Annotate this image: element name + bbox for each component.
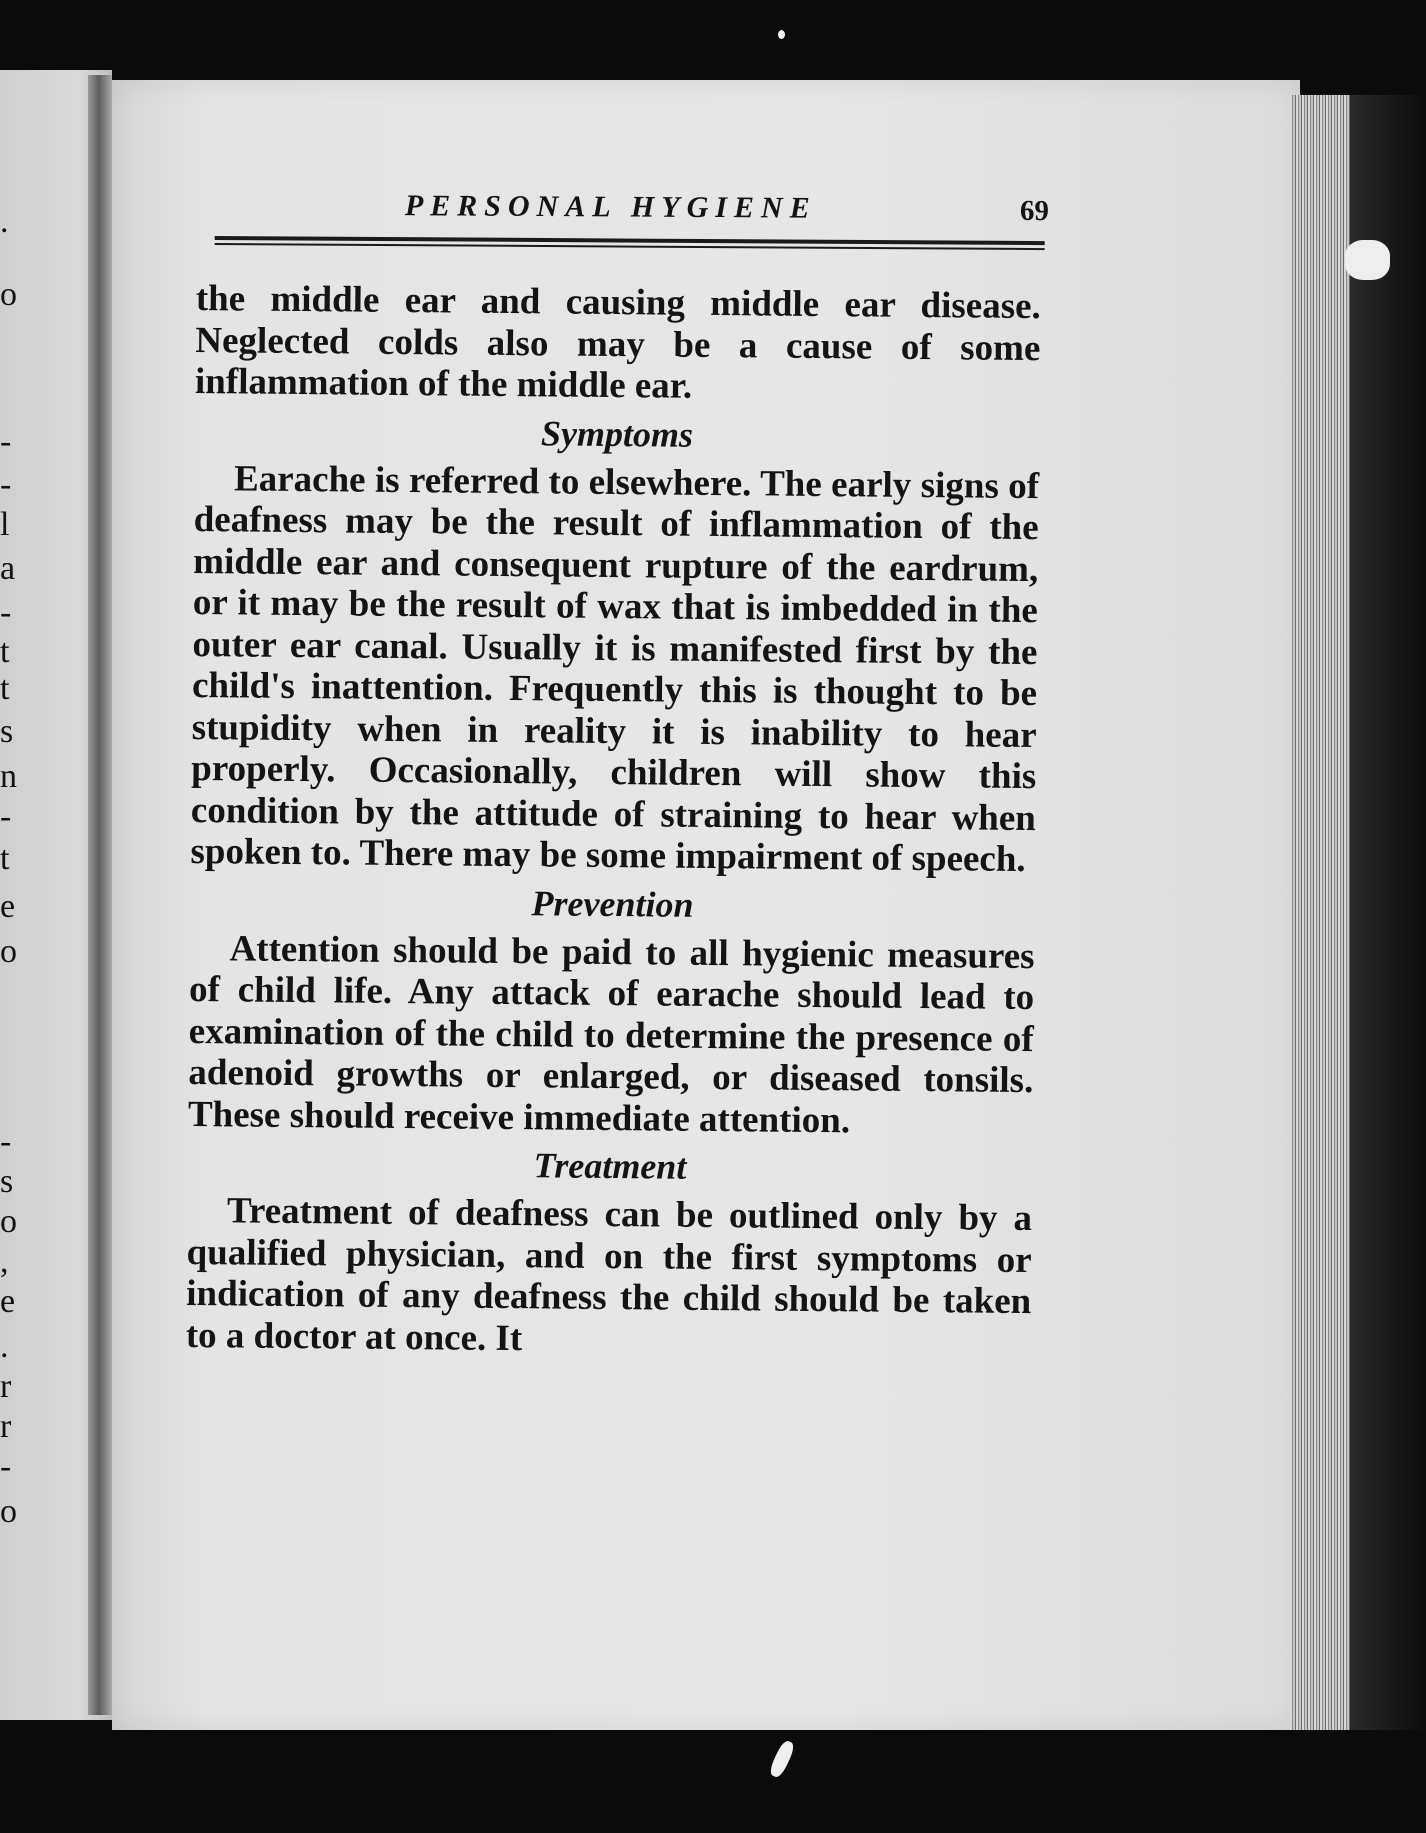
section-heading-prevention: Prevention — [531, 882, 694, 925]
facing-page-fragment: a — [0, 550, 16, 587]
facing-page-fragment: t — [0, 840, 10, 877]
facing-page-fragment: r — [0, 1408, 12, 1445]
facing-page-fragment: s — [0, 713, 14, 750]
facing-page-fragment: - — [0, 1448, 12, 1485]
opening-paragraph: the middle ear and causing middle ear disease. Neglected colds also may be a cause of some inflammation of the middle ear. — [194, 278, 1041, 407]
section-heading-symptoms: Symptoms — [540, 412, 694, 455]
facing-page-fragment: o — [0, 933, 17, 970]
section-paragraph-symptoms: Earache is referred to elsewhere. The early signs of deafness may be the result of inflammation of the middle ear and consequent rupture of the eardrum, or it may be the result of wax that is imbedded in the outer ear canal. Usually it is manifested first by the child's inattention. Frequently this is thought to be stupidity when in reality it is inability to hear properly. Occasionally, children will show this condition by the attitude of straining to hear when spoken to. There may be some impairment of speech. — [190, 457, 1040, 880]
facing-page-fragment: - — [0, 594, 12, 631]
facing-page-fragment: . — [0, 1328, 9, 1365]
facing-page-fragment: o — [0, 1203, 17, 1240]
facing-page-fragment: s — [0, 1163, 14, 1200]
facing-page-fragment: l — [0, 506, 10, 543]
scan-speck — [778, 30, 785, 39]
book-gutter — [88, 75, 112, 1715]
page-body — [186, 278, 1041, 1364]
facing-page-fragment: - — [0, 423, 12, 460]
facing-page-fragment: t — [0, 670, 10, 707]
section-paragraph-prevention: Attention should be paid to all hygienic measures of child life. Any attack of earache should lead to examination of the child to determine the presence of adenoid growths or enlarged, or diseased tonsils. These should receive immediate attention. — [187, 927, 1035, 1141]
page-number: 69 — [1019, 194, 1049, 228]
running-header — [215, 188, 1049, 243]
bottom-background — [0, 1730, 1426, 1833]
facing-page-fragment: . — [0, 203, 9, 240]
section-paragraph-treatment: Treatment of deafness can be outlined only by a qualified physician, and on the first symptoms or indication of any deafness the child should be taken to a doctor at once. It — [185, 1190, 1033, 1359]
facing-page-fragment: r — [0, 1368, 12, 1405]
page-edges — [1290, 95, 1350, 1755]
facing-page-fragment: - — [0, 798, 12, 835]
facing-page-fragment: , — [0, 1243, 9, 1280]
scan-speck — [1345, 240, 1390, 280]
facing-page-fragment: e — [0, 1283, 16, 1320]
edge-shadow — [1350, 95, 1426, 1755]
facing-page-fragment: e — [0, 888, 16, 925]
facing-page-fragment: o — [0, 276, 17, 313]
running-title: PERSONAL HYGIENE — [404, 189, 817, 225]
facing-page-fragment: - — [0, 1123, 12, 1160]
facing-page-fragment: n — [0, 758, 17, 795]
facing-page-fragment: t — [0, 633, 10, 670]
section-heading-treatment: Treatment — [533, 1145, 687, 1187]
facing-page-fragment: o — [0, 1493, 17, 1530]
facing-page-fragment: - — [0, 466, 12, 503]
